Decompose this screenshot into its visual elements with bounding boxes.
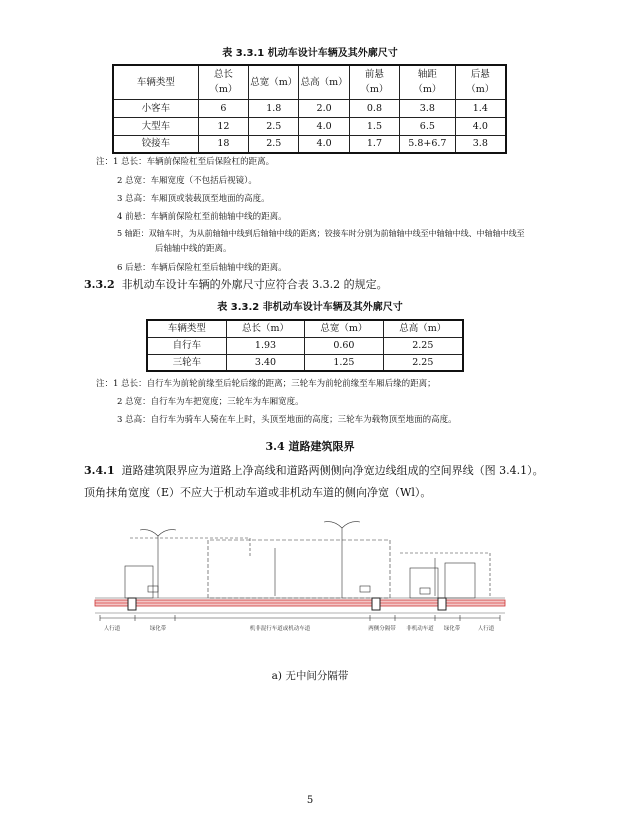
table-3-3-2 [146,319,464,372]
table2-header: 车辆类型 [147,320,226,337]
table-cell: 2.0 [299,99,349,117]
figure-subcaption: a) 无中间分隔带 [271,670,349,682]
table-cell: 小客车 [113,99,198,117]
page-number: 5 [306,795,314,806]
note-line: 4 前悬：车辆前保险杠至前轴轴中线的距离。 [117,212,287,222]
table-cell: 2.25 [383,337,463,354]
table-row [113,117,506,135]
table-cell: 18 [198,135,248,153]
road-clearance-figure [90,518,510,644]
figure-label-greenbelt-right: 绿化带 [443,626,461,632]
table-cell: 铰接车 [113,135,198,153]
figure-label-sidewalk-left: 人行道 [103,626,121,632]
table2-caption: 表 3.3.2 非机动车设计车辆及其外廓尺寸 [217,302,403,313]
table2-header: 总高（m） [383,320,463,337]
table-cell: 1.25 [305,354,383,371]
table-cell: 3.8 [455,135,506,153]
table1-header-height: 总高（m） [299,65,349,99]
note-line: 3 总高：自行车为骑车人骑在车上时，头顶至地面的高度；三轮车为载物顶至地面的高度。 [117,415,457,425]
table-cell: 3.40 [226,354,304,371]
note-line: 2 总宽：车厢宽度（不包括后视镜）。 [117,176,257,186]
table-row [147,337,463,354]
clause-3-4-1-line2: 顶角抹角宽度（E）不应大于机动车道或非机动车道的侧向净宽（Wl）。 [84,486,432,499]
table-cell: 4.0 [299,135,349,153]
table-cell: 4.0 [455,117,506,135]
table-cell: 1.8 [249,99,299,117]
note-line: 2 总宽：自行车为车把宽度；三轮车为车厢宽度。 [117,397,304,407]
table-cell: 2.5 [249,135,299,153]
table2-header: 总宽（m） [305,320,383,337]
note-line: 5 轴距：双轴车时，为从前轴轴中线到后轴轴中线的距离；铰接车时分别为前轴轴中线至中轴轴中线、中轴轴中线至 [117,229,525,238]
table-cell: 1.93 [226,337,304,354]
table-cell: 2.5 [249,117,299,135]
figure-label-main-lane: 机非混行车道或机动车道 [249,626,311,632]
table-cell: 5.8+6.7 [400,135,456,153]
table-cell: 1.7 [349,135,399,153]
table-cell: 12 [198,117,248,135]
section-title: 3.4 道路建筑限界 [265,440,355,453]
table-cell: 3.8 [400,99,456,117]
table1-caption: 表 3.3.1 机动车设计车辆及其外廓尺寸 [222,48,398,59]
figure-label-greenbelt-left: 绿化带 [149,626,167,632]
table-cell: 0.60 [305,337,383,354]
table1-header-length: 总长 （m） [198,65,248,99]
table1-header-type: 车辆类型 [113,65,198,99]
table-cell: 自行车 [147,337,226,354]
table-cell: 6 [198,99,248,117]
table-cell: 4.0 [299,117,349,135]
table-cell: 大型车 [113,117,198,135]
figure-label-separator: 两侧分隔带 [368,626,396,632]
note-line: 6 后悬：车辆后保险杠至后轴轴中线的距离。 [117,263,287,273]
figure-label-nonmotor-lane: 非机动车道 [406,626,434,632]
note-line: 注：1 总长：车辆前保险杠至后保险杠的距离。 [96,157,275,167]
table1-header-front-overhang: 前悬 （m） [349,65,399,99]
note-line: 注：1 总长：自行车为前轮前缘至后轮后缘的距离；三轮车为前轮前缘至车厢后缘的距离； [96,379,436,389]
table-cell: 0.8 [349,99,399,117]
table-cell: 三轮车 [147,354,226,371]
clause-3-4-1-line1: 3.4.1 道路建筑限界应为道路上净高线和道路两侧侧向净宽边线组成的空间界线（图 3.4.1）。 [84,464,544,477]
table-row [113,99,506,117]
table-row [147,354,463,371]
note-line: 3 总高：车厢顶或装载顶至地面的高度。 [117,194,270,204]
table-cell: 1.5 [349,117,399,135]
table1-header-rear-overhang: 后悬 （m） [455,65,506,99]
table1-header-width: 总宽（m） [249,65,299,99]
table1-header-wheelbase: 轴距 （m） [400,65,456,99]
note-line: 后轴轴中线的距离。 [155,244,232,254]
clause-3-3-2: 3.3.2 非机动车设计车辆的外廓尺寸应符合表 3.3.2 的规定。 [84,278,388,291]
table-row [113,135,506,153]
table-cell: 6.5 [400,117,456,135]
table2-header: 总长（m） [226,320,304,337]
table-3-3-1 [112,64,507,154]
table-cell: 1.4 [455,99,506,117]
table-cell: 2.25 [383,354,463,371]
figure-label-sidewalk-right: 人行道 [477,626,495,632]
